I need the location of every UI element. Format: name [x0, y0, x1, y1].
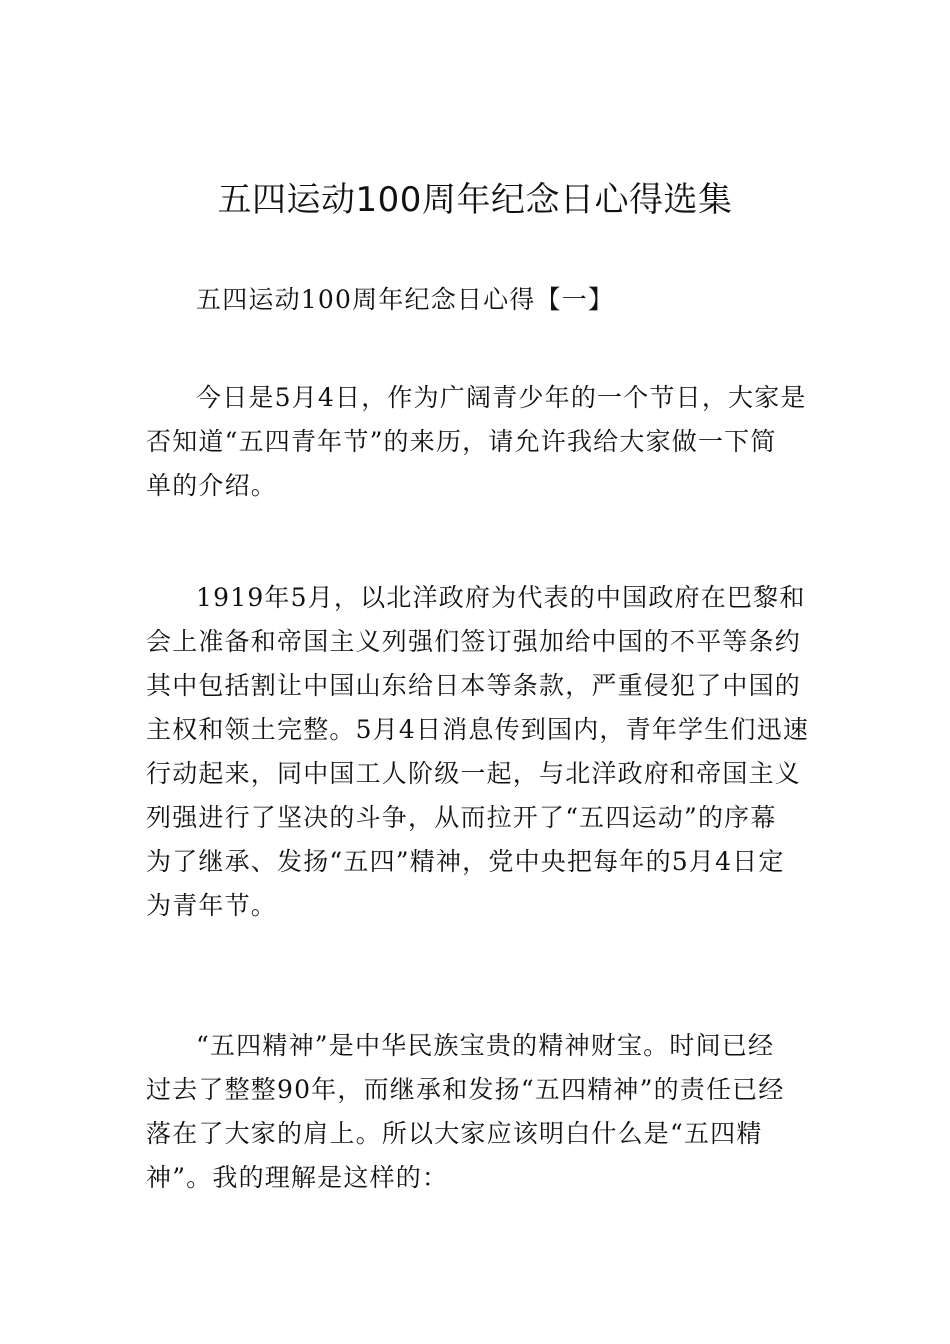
- paragraph-3: [146, 1024, 808, 1200]
- paragraph-line: 过去了整整90年，而继承和发扬“五四精神”的责任已经: [146, 1075, 785, 1104]
- paragraph-line: 主权和领土完整。5月4日消息传到国内，青年学生们迅速: [146, 715, 810, 744]
- paragraph-line: 今日是5月4日，作为广阔青少年的一个节日，大家是: [196, 383, 807, 412]
- section-heading: 五四运动100周年纪念日心得【一】: [196, 285, 615, 314]
- paragraph-2: [146, 576, 808, 928]
- paragraph-line: 其中包括割让中国山东给日本等条款，严重侵犯了中国的: [146, 671, 802, 700]
- paragraph-line: 为了继承、发扬“五四”精神，党中央把每年的5月4日定: [146, 847, 785, 876]
- paragraph-1: [146, 376, 808, 508]
- paragraph-line: 落在了大家的肩上。所以大家应该明白什么是“五四精: [146, 1119, 763, 1148]
- paragraph-line: 行动起来，同中国工人阶级一起，与北洋政府和帝国主义: [146, 759, 802, 788]
- paragraph-line: 单的介绍。: [146, 471, 278, 500]
- paragraph-line: 会上准备和帝国主义列强们签订强加给中国的不平等条约: [146, 627, 802, 656]
- paragraph-line: 为青年节。: [146, 891, 278, 920]
- document-title: 五四运动100周年纪念日心得选集: [217, 180, 733, 220]
- paragraph-line: 1919年5月，以北洋政府为代表的中国政府在巴黎和: [196, 583, 806, 612]
- paragraph-line: 神”。我的理解是这样的：: [146, 1163, 449, 1192]
- paragraph-line: 列强进行了坚决的斗争，从而拉开了“五四运动”的序幕: [146, 803, 777, 832]
- paragraph-line: 否知道“五四青年节”的来历，请允许我给大家做一下简: [146, 427, 777, 456]
- paragraph-line: “五四精神”是中华民族宝贵的精神财宝。时间已经: [196, 1031, 775, 1060]
